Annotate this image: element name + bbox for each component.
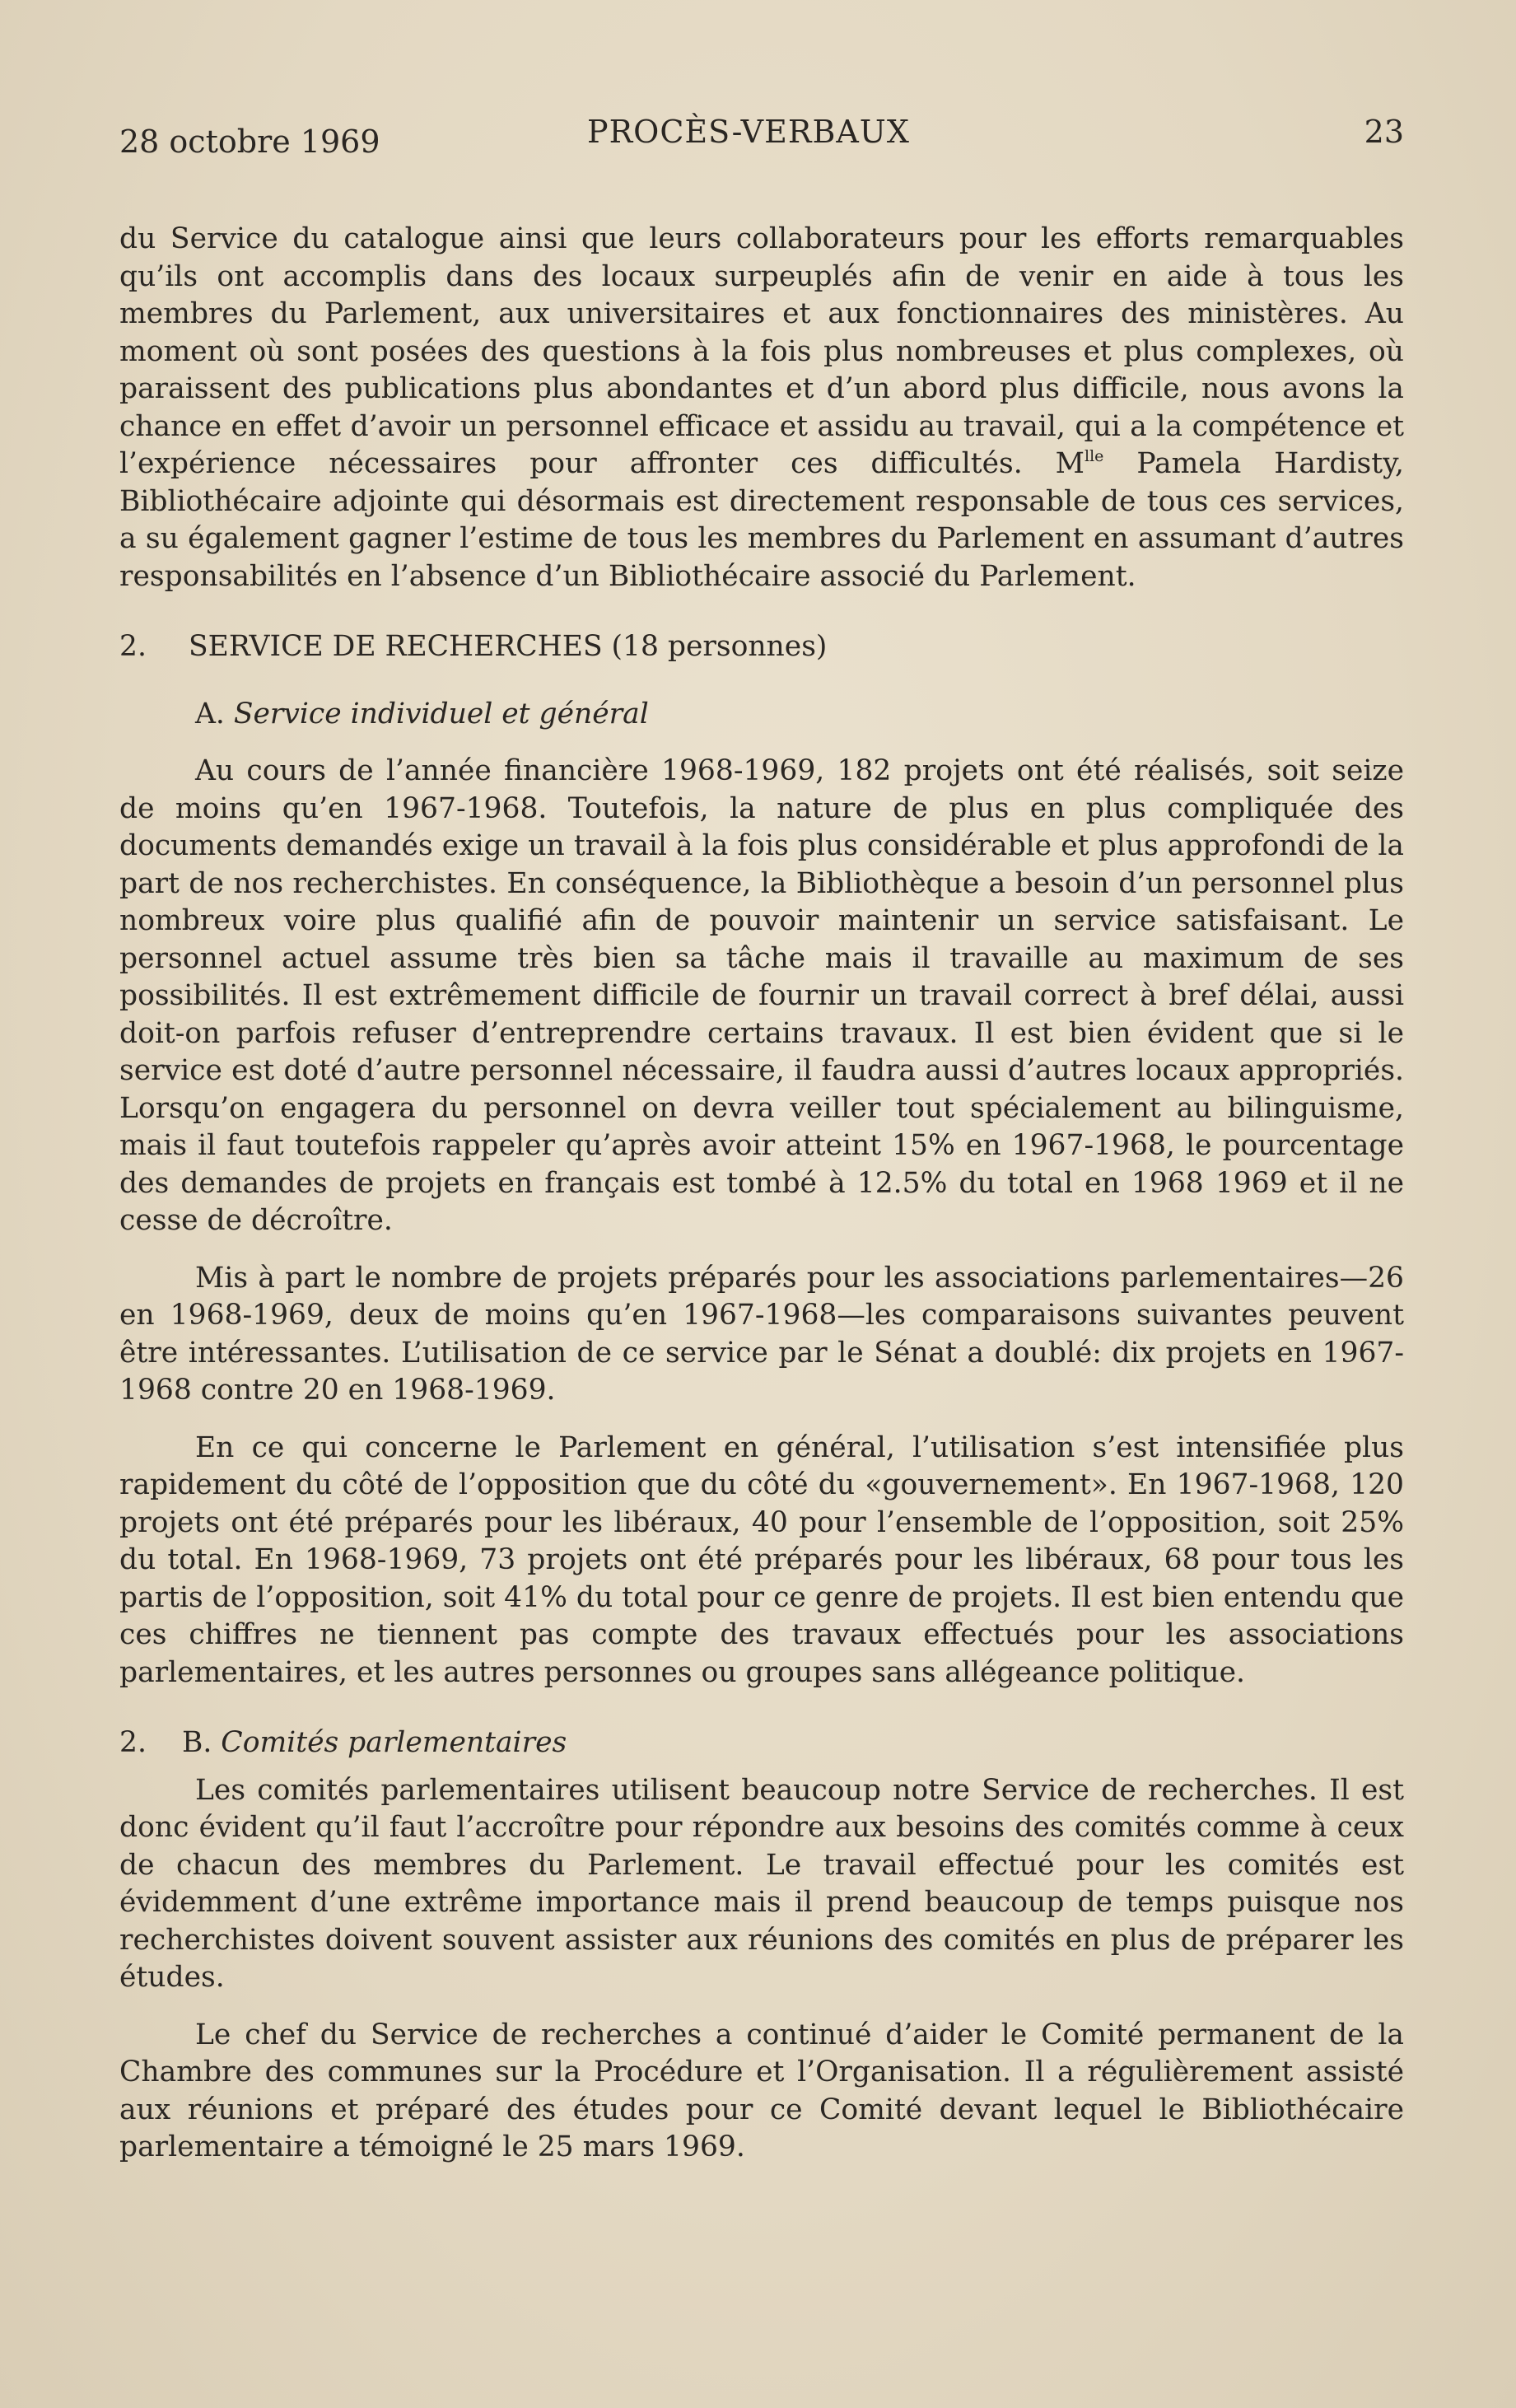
subsection-heading-committees [119, 1724, 1404, 1762]
paragraph-catalogue-service [119, 221, 1404, 595]
header-date: 28 octobre 1969 [119, 124, 380, 160]
subsection-heading-individual-service [119, 696, 1404, 734]
paragraph-committees-usage: Les comités parlementaires utilisent beaucoup notre Service de recherches. Il est donc évident qu’il faut l’accroître pour répondre aux besoins des comités comme à ceux de chacun des membres du Parlement. Le travail effectué pour les comités est évidemment d’une extrême importance mais il prend beaucoup de temps puisque nos recherchistes doivent souvent assister aux réunions des comités en plus de préparer les études. [119, 1773, 1404, 1994]
subsection-title: Comités parlementaires [221, 1726, 567, 1759]
section-title: SERVICE DE RECHERCHES (18 personnes) [189, 630, 828, 663]
title-abbreviation-superscript: lle [1085, 446, 1104, 465]
paragraph-text: du Service du catalogue ainsi que leurs collaborateurs pour les efforts remarquables qu’ils ont accomplis dans des locaux surpeuplés afin de venir en aide à tous les membres du Parlement, aux universitaires et aux fonctionnaires des ministères. Au moment où sont posées des questions à la fois plus nombreuses et plus complexes, où paraissent des publications plus abondantes et d’un abord plus difficile, nous avons la chance en effet d’avoir un personnel efficace et assidu au travail, qui a la compétence et l’expérience nécessaires pour affronter ces difficultés. [119, 222, 1404, 480]
section-number: 2. [119, 630, 147, 663]
subsection-label: A. [195, 697, 225, 730]
title-abbreviation: M [1055, 447, 1085, 480]
paragraph-parliament-general: En ce qui concerne le Parlement en général, l’utilisation s’est intensifiée plus rapidement du côté de l’opposition que du côté du «gouvernement». En 1967-1968, 120 projets ont été préparés pour les libéraux, 40 pour l’ensemble de l’opposition, soit 25% du total. En 1968-1969, 73 projets ont été préparés pour les libéraux, 68 pour tous les partis de l’opposition, soit 41% du total pour ce genre de projets. Il est bien entendu que ces chiffres ne tiennent pas compte des travaux effectués pour les associations parlementaires, et les autres personnes ou groupes sans allégeance politique. [119, 1430, 1404, 1689]
subsection-title: Service individuel et général [233, 697, 649, 730]
paragraph-projects-summary: Au cours de l’année financière 1968-1969, 182 projets ont été réalisés, soit seize de moins qu’en 1967-1968. Toutefois, la nature de plus en plus compliquée des documents demandés exige un travail à la fois plus considérable et plus approfondi de la part de nos recherchistes. En conséquence, la Bibliothèque a besoin d’un personnel plus nombreux voire plus qualifié afin de pouvoir maintenir un service satisfaisant. Le personnel actuel assume très bien sa tâche mais il travaille au maximum de ses possibilités. Il est extrêmement difficile de fournir un travail correct à bref délai, aussi doit-on parfois refuser d’entreprendre certains travaux. Il est bien évident que si le service est doté d’autre personnel nécessaire, il faudra aussi d’autres locaux appropriés. Lorsqu’on engagera du personnel on devra veiller tout spécialement au bilinguisme, mais il faut toutefois rappeler qu’après avoir atteint 15% en 1967-1968, le pourcentage des demandes de projets en français est tombé à 12.5% du total en 1968 1969 et il ne cesse de décroître. [119, 754, 1404, 1237]
section-heading-research-service [119, 628, 1404, 666]
paragraph-text: Pamela Hardisty, Bibliothécaire adjointe qui désormais est directement responsable de tous ces services, a su également gagner l’estime de tous les membres du Parlement en assumant d’autres responsabilités en l’absence d’un Bibliothécaire associé du Parlement. [119, 447, 1404, 593]
paragraph-research-chief: Le chef du Service de recherches a continué d’aider le Comité permanent de la Chambre des communes sur la Procédure et l’Organisation. Il a régulièrement assisté aux réunions et préparé des études pour ce Comité devant lequel le Bibliothécaire parlementaire a témoigné le 25 mars 1969. [119, 2018, 1404, 2163]
header-title: PROCÈS-VERBAUX [587, 114, 910, 150]
page-header [119, 114, 1404, 163]
page-number: 23 [1364, 114, 1404, 150]
document-body [119, 221, 1404, 2167]
paragraph-parliamentary-associations: Mis à part le nombre de projets préparés pour les associations parlementaires—26 en 1968-1969, deux de moins qu’en 1967-1968—les comparaisons suivantes peuvent être intéressantes. L’utilisation de ce service par le Sénat a doublé: dix projets en 1967-1968 contre 20 en 1968-1969. [119, 1261, 1404, 1407]
section-number: 2. [119, 1726, 147, 1759]
subsection-label: B. [182, 1726, 212, 1759]
